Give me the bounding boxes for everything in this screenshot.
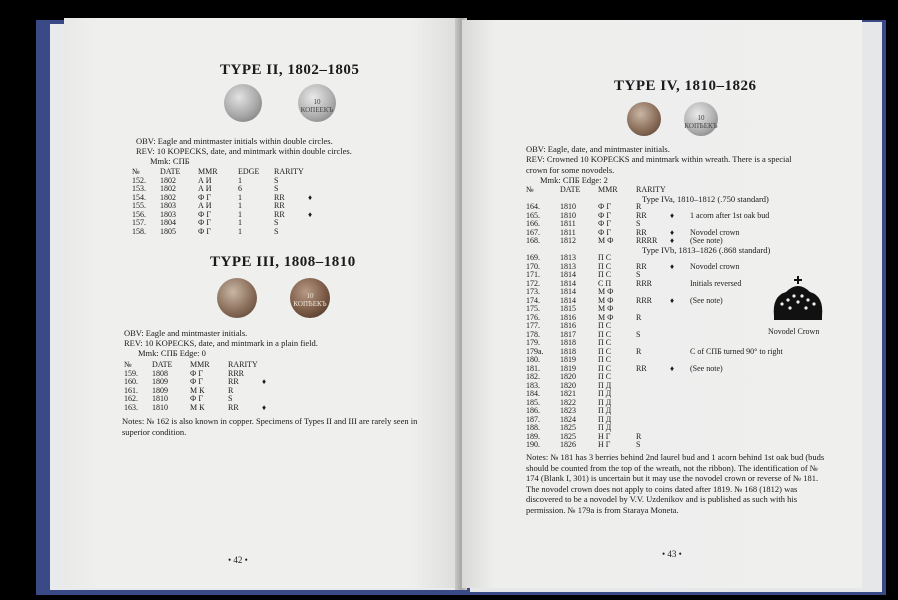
table-cell: ♦ [262,402,267,412]
table-cell: П С [598,321,612,330]
table-cell: 1802 [160,184,176,193]
table-header-cell: DATE [152,360,173,369]
table-cell: 155. [132,201,146,210]
table-cell: S [636,440,641,449]
table-cell: S [636,329,641,339]
table-cell: 179. [526,338,540,347]
type3-mmk: Mmk: СПБ Edge: 0 [138,348,206,358]
table-cell: 186. [526,406,540,415]
table-cell [670,382,690,391]
table-cell: 1802 [160,175,176,185]
table-cell: 1824 [560,414,576,424]
table-cell: П Д [598,406,612,415]
table-cell: S [228,394,233,403]
table-cell: RR [274,192,285,202]
table-cell: 1814 [560,295,576,305]
table-cell: 1819 [560,355,576,364]
table-cell [690,390,804,399]
table-cell: S [274,175,279,185]
table-cell: R [636,202,642,211]
table-cell: RRR [636,295,653,305]
table-cell: ♦ [670,210,675,220]
table-cell: Ф Г [598,210,611,220]
table-cell: 171. [526,270,540,279]
table-cell: 189. [526,431,540,441]
type3-reverse-coin [290,278,330,318]
table-cell: 1802 [160,192,176,202]
table-cell: 166. [526,219,540,228]
table-cell: 1811 [560,227,576,237]
table-cell: Novodel crown [690,227,740,237]
table-cell: 1814 [560,287,576,296]
table-cell: А И [198,184,212,193]
novodel-crown-caption: Novodel Crown [768,327,820,336]
table-cell: 185. [526,397,540,407]
table-cell: Ф Г [198,209,211,219]
table-cell: 1810 [560,202,576,211]
table-cell: 169. [526,253,540,262]
type4-obverse-coin [627,102,661,136]
table-cell: ♦ [308,209,313,219]
table-cell: RRRR [636,236,658,245]
table-cell: 164. [526,202,540,211]
table-cell: 1817 [560,329,576,339]
type2-reverse-coin [298,84,336,122]
table-cell: 1803 [160,201,176,210]
table-header-cell: MMR [598,185,618,194]
table-cell [308,177,324,186]
type2-coin-legend: 10 КОПЕЕКЪ [300,97,334,114]
table-cell: 153. [132,184,146,193]
table-cell: 1818 [560,338,576,347]
table-cell: 1815 [560,304,576,313]
table-cell: Ф Г [198,218,211,227]
type3-coin-legend: 10 КОПѢЕКЪ [293,292,327,309]
table-cell [670,407,690,416]
table-cell [690,399,804,408]
table-cell [670,433,690,442]
type4-rev: REV: Crowned 10 KOPECKS and mintmark within wreath. There is a special crown for some novodels. [526,154,792,175]
table-cell: RRR [636,278,653,288]
table-cell [670,331,690,340]
table-cell: 1808 [152,368,168,378]
type4-coin-legend: 10 КОПѢЕКЪ [684,114,718,131]
table-header-cell: RARITY [228,360,258,369]
table-cell: П Д [598,380,612,390]
right-page-number: • 43 • [662,549,682,559]
table-cell: S [274,184,279,193]
table-cell: RR [636,227,647,237]
table-cell: Ф Г [598,219,611,228]
table-header-cell: DATE [560,185,581,194]
table-cell [670,424,690,433]
table-cell: Ф Г [190,368,203,378]
subtype-heading: Type IVa, 1810–1812 (.750 standard) [642,193,769,204]
table-cell: 1818 [560,346,576,356]
table-cell: 1809 [152,385,168,395]
table-cell [636,382,670,391]
table-cell: А И [198,175,212,185]
table-cell: 160. [124,377,138,386]
table-cell: 187. [526,414,540,424]
table-cell: 162. [124,394,138,403]
subtype-heading: Type IVb, 1813–1826 (.868 standard) [642,244,771,255]
table-cell: П С [598,270,612,279]
type2-title: TYPE II, 1802–1805 [220,62,360,78]
table-cell: 1812 [560,236,576,245]
table-cell [670,339,690,348]
table-cell [308,219,324,228]
table-cell: 1825 [560,423,576,432]
table-cell: 178. [526,329,540,339]
table-cell: RR [636,210,647,220]
table-cell: Ф Г [198,226,211,236]
table-cell: 1823 [560,406,576,415]
table-cell: 1805 [160,226,176,236]
table-cell: 6 [238,184,242,193]
table-header-cell [308,168,324,177]
table-cell: 1809 [152,377,168,386]
table-header-cell: № [132,167,140,176]
table-header-cell: MMR [190,360,210,369]
table-cell: 1 acorn after 1st oak bud [690,210,770,220]
table-cell: 1819 [560,363,576,373]
table-cell: R [636,431,642,441]
table-cell: Н Г [598,440,611,449]
left-page [64,18,460,588]
table-cell: 175. [526,304,540,313]
table-cell: 183. [526,380,540,390]
type2-obverse-coin [224,84,262,122]
table-cell: 177. [526,321,540,330]
table-cell: 156. [132,209,146,219]
table-cell [636,322,670,331]
table-cell [690,441,804,450]
table-cell [670,390,690,399]
table-cell: П С [598,372,612,381]
table-cell: 1 [238,226,242,236]
type4-reverse-coin [684,102,718,136]
table-cell [690,373,804,382]
table-cell: R [636,312,642,322]
table-cell: М Ф [598,287,614,296]
table-cell: 165. [526,210,540,220]
table-cell [670,280,690,289]
type3-table [124,361,278,412]
table-cell [690,433,804,442]
table-cell: RR [274,201,285,210]
type4-table [526,186,804,450]
table-cell: 1816 [560,312,576,322]
table-cell: (See note) [690,363,723,373]
table-cell: 161. [124,385,138,395]
table-cell: П Д [598,389,612,398]
table-cell: 1813 [560,253,576,262]
table-cell [670,305,690,314]
table-cell: RR [636,261,647,271]
table-cell [690,424,804,433]
table-cell: 1 [238,209,242,219]
table-cell: 182. [526,372,540,381]
table-cell: 168. [526,236,540,245]
table-cell: S [274,218,279,227]
table-cell [636,416,670,425]
type2-rev: REV: 10 KOPECKS, date, and mintmark within double circles. [136,146,352,156]
table-cell: 1814 [560,278,576,288]
table-cell: 1811 [560,219,576,228]
type4-mmk: Mmk: СПБ Edge: 2 [540,175,608,185]
table-cell [636,407,670,416]
table-cell [670,441,690,450]
table-cell: S [636,270,641,279]
table-cell: 190. [526,440,540,449]
table-cell: R [636,346,642,356]
type3-obverse-coin [217,278,257,318]
table-cell: ♦ [670,363,675,373]
right-notes: Notes: № 181 has 3 berries behind 2nd laurel bud and 1 acorn behind 1st oak bud (buds should be counted from the top of the wreath, not the ribbon). The identification of № 174 (Blank I, 301) is uncertain but it may use the novodel crown or reverse of № 181. The novodel crown does not apply to coins dated after 1819. № 168 (1812) was discovered to be a novodel by V.V. Uzdenikov and is published as such with his permission. № 179a is from Staraya Moneta. [526,452,825,515]
table-header-cell: RARITY [636,185,666,194]
table-cell [690,407,804,416]
table-cell: 1803 [160,209,176,219]
table-header-cell: № [124,360,132,369]
type4-title: TYPE IV, 1810–1826 [614,78,757,94]
table-cell: RRR [228,368,245,378]
table-cell [670,348,690,357]
table-cell: 1804 [160,218,176,227]
table-cell: 1814 [560,270,576,279]
table-cell: 1821 [560,389,576,398]
table-cell [670,416,690,425]
table-cell: ♦ [670,227,675,237]
table-cell [670,314,690,323]
novodel-crown-icon [770,274,826,324]
table-cell: Novodel crown [690,261,740,271]
table-cell: R [228,385,234,395]
table-cell: 170. [526,261,540,271]
table-cell: C of СПБ turned 90° to right [690,346,783,356]
table-header-cell: DATE [160,167,181,176]
table-cell: 163. [124,402,138,412]
table-cell: RR [228,377,239,386]
table-cell [636,424,670,433]
table-cell [670,271,690,280]
table-cell: 157. [132,218,146,227]
left-notes: Notes: № 162 is also known in copper. Specimens of Types II and III are rarely seen in superior condition. [122,416,418,437]
table-cell: Н Г [598,431,611,441]
table-cell: 174. [526,295,540,305]
table-cell [636,373,670,382]
table-cell: S [274,226,279,236]
table-cell: RR [274,209,285,219]
table-cell: 1813 [560,261,576,271]
type4-obv: OBV: Eagle, date, and mintmaster initials. [526,144,670,154]
table-cell: Ф Г [198,192,211,202]
table-cell: 154. [132,192,146,202]
table-cell: П Д [598,414,612,424]
table-cell: 184. [526,389,540,398]
table-cell [262,387,278,396]
table-cell [636,399,670,408]
table-row [132,228,324,237]
table-cell [690,382,804,391]
table-cell [690,416,804,425]
table-cell: 1810 [152,402,168,412]
type2-obv: OBV: Eagle and mintmaster initials within double circles. [136,136,333,146]
table-cell: М Ф [598,312,614,322]
table-cell: ♦ [262,377,267,386]
table-cell: М К [190,402,205,412]
table-cell: 1 [238,192,242,202]
table-cell [308,228,324,237]
table-cell: 1810 [152,394,168,403]
table-cell: 176. [526,312,540,322]
table-cell: ♦ [670,261,675,271]
type3-obv: OBV: Eagle and mintmaster initials. [124,328,248,338]
table-cell: 1822 [560,397,576,407]
table-cell: 173. [526,287,540,296]
type3-title: TYPE III, 1808–1810 [210,254,356,270]
table-header-cell [262,361,278,370]
table-cell: 1 [238,201,242,210]
table-cell: S [636,219,641,228]
table-cell: М Ф [598,236,614,245]
table-cell: Ф Г [598,227,611,237]
table-cell: 1810 [560,210,576,220]
table-cell: П С [598,338,612,347]
table-cell: Initials reversed [690,278,742,288]
table-cell: Ф Г [598,202,611,211]
table-row [526,441,804,450]
table-cell: 1825 [560,431,576,441]
table-cell: 179a. [526,346,544,356]
table-cell: 152. [132,175,146,185]
left-page-number: • 42 • [228,555,248,565]
table-cell: П С [598,253,612,262]
table-cell: 158. [132,226,146,236]
table-cell: RR [636,363,647,373]
table-cell: С П [598,278,612,288]
table-cell: П Д [598,397,612,407]
table-cell: 181. [526,363,540,373]
table-cell: ♦ [670,236,675,245]
table-cell: 1 [238,175,242,185]
table-header-cell: RARITY [274,167,304,176]
table-cell: А И [198,201,212,210]
table-cell [636,339,670,348]
table-cell: (See note) [690,295,723,305]
table-cell: П С [598,363,612,373]
table-cell: 180. [526,355,540,364]
table-cell [636,305,670,314]
table-cell [670,373,690,382]
table-cell: 1820 [560,380,576,390]
table-cell: П Д [598,423,612,432]
table-cell: П С [598,346,612,356]
table-cell: П С [598,261,612,271]
table-cell [670,399,690,408]
table-cell: (See note) [690,236,723,245]
table-cell: 1820 [560,372,576,381]
table-cell: 1816 [560,321,576,330]
table-cell: М Ф [598,304,614,313]
table-cell: М К [190,385,205,395]
table-cell: ♦ [308,192,313,202]
table-row [124,404,278,413]
type3-rev: REV: 10 KOPECKS, date, and mintmark in a plain field. [124,338,318,348]
type2-table [132,168,324,236]
table-cell: ♦ [670,295,675,305]
table-cell: 167. [526,227,540,237]
table-cell: 159. [124,368,138,378]
table-cell: 1 [238,218,242,227]
table-cell: П С [598,329,612,339]
table-header-cell: MMR [198,167,218,176]
table-cell [636,390,670,399]
table-header-cell: EDGE [238,167,260,176]
table-cell [670,322,690,331]
table-cell: Ф Г [190,394,203,403]
right-page [462,20,862,588]
table-cell: 172. [526,278,540,288]
table-cell: 188. [526,423,540,432]
table-header-cell: № [526,185,534,194]
table-cell: 1826 [560,440,576,449]
table-cell: Ф Г [190,377,203,386]
table-cell: RR [228,402,239,412]
table-cell: П С [598,355,612,364]
type2-mmk: Mmk: СПБ [150,156,190,166]
table-cell: М Ф [598,295,614,305]
